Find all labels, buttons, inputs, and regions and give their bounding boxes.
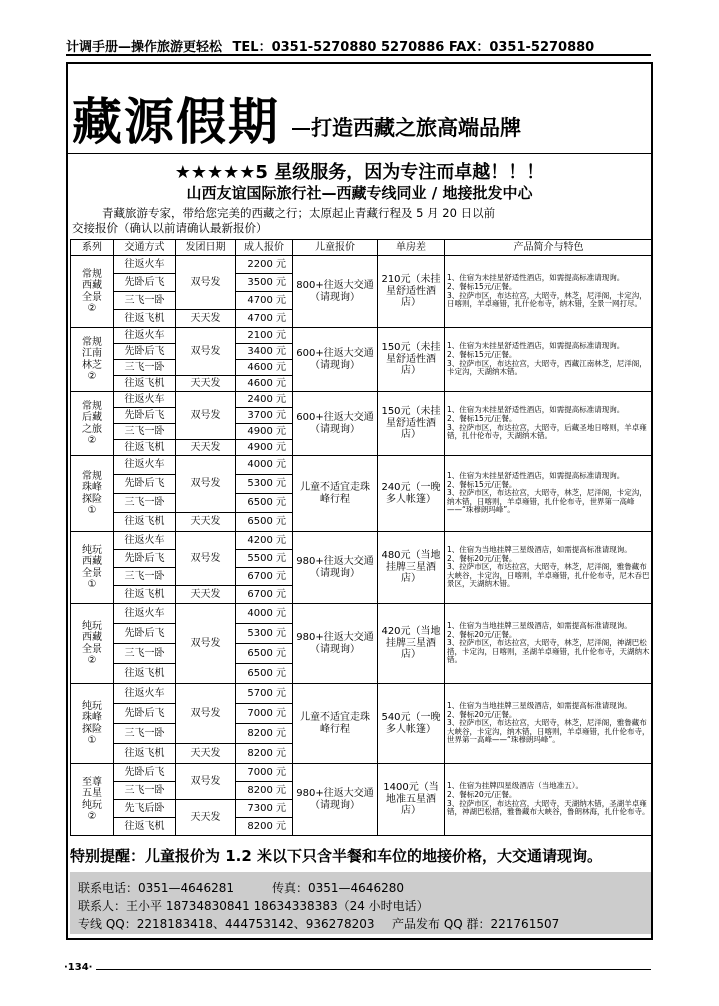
transport-cell: 往返飞机 [114,744,176,764]
special-notice: 特别提醒：儿童报价为 1.2 米以下只含半餐和车位的地接价格，大交通请现询。 [70,847,603,865]
adult-price-cell: 8200 元 [236,818,293,836]
series-cell: 至尊 五星 纯玩 ② [71,764,114,836]
table-row [71,532,653,550]
single-room-cell: 150元（未挂星舒适性酒店） [378,328,445,392]
transport-cell: 三飞一卧 [114,424,176,440]
adult-price-cell: 6500 元 [236,513,293,532]
date-cell: 天天发 [176,800,236,836]
transport-cell: 三飞一卧 [114,494,176,513]
date-cell: 双号发 [176,764,236,800]
header-right: TEL：0351-5270880 5270886 FAX：0351-5270880 [232,40,595,55]
contact-qq-group: 产品发布 QQ 群：221761507 [392,917,560,931]
adult-price-cell: 4200 元 [236,532,293,550]
series-cell: 常规 西藏 全景 ② [71,256,114,328]
adult-price-cell: 5300 元 [236,475,293,494]
company-name: 山西友谊国际旅行社—西藏专线同业 / 地接批发中心 [186,184,533,202]
transport-cell: 往返火车 [114,456,176,475]
contact-fax: 传真：0351—4646280 [272,881,404,895]
adult-price-cell: 5500 元 [236,550,293,568]
adult-price-cell: 3400 元 [236,344,293,360]
transport-cell: 三飞一卧 [114,292,176,310]
table-row [71,328,653,344]
transport-cell: 三飞一卧 [114,360,176,376]
col-series: 系列 [71,240,114,256]
transport-cell: 先卧后飞 [114,764,176,782]
transport-cell: 先卧后飞 [114,274,176,292]
col-transport: 交通方式 [114,240,176,256]
description-cell: 1、住宿为未挂星舒适性酒店，如需提高标准请现询。 2、餐标15元/正餐。 3、拉萨市区，布达拉宫，大昭寺，后藏圣地日喀则，羊卓雍错，扎什伦布寺，天湖纳木错。 [445,392,653,456]
description-cell: 1、住宿为当地挂牌三星级酒店，如需提高标准请现询。 2、餐标20元/正餐。 3、拉萨市区，布达拉宫，大昭寺，林芝，尼洋阁，神湖巴松措，卡定沟，日喀则，圣湖羊卓雍错，扎什伦布寺，天湖纳木错。 [445,604,653,684]
adult-price-cell: 3700 元 [236,408,293,424]
single-room-cell: 240元（一晚多人帐篷） [378,456,445,532]
transport-cell: 往返飞机 [114,664,176,684]
series-cell: 纯玩 珠峰 探险 ① [71,684,114,764]
transport-cell: 往返飞机 [114,586,176,604]
transport-cell: 先卧后飞 [114,704,176,724]
adult-price-cell: 4900 元 [236,440,293,456]
date-cell: 双号发 [176,328,236,376]
description-cell: 1、住宿为当地挂牌三星级酒店，如需提高标准请现询。 2、餐标20元/正餐。 3、拉萨市区，布达拉宫，大昭寺，林芝，尼洋阁，雅鲁藏布大峡谷，卡定沟，纳木错，日喀则，羊卓雍错，扎什伦布寺，世界第一高峰——“珠穆朗玛峰”。 [445,684,653,764]
transport-cell: 往返火车 [114,392,176,408]
transport-cell: 往返飞机 [114,376,176,392]
adult-price-cell: 4000 元 [236,456,293,475]
adult-price-cell: 7300 元 [236,800,293,818]
intro-text: 青藏旅游专家，带给您完美的西藏之行；太原起止青藏行程及 5 月 20 日以前 [102,206,496,220]
adult-price-cell: 6700 元 [236,568,293,586]
single-room-cell: 480元（当地挂牌三星酒店） [378,532,445,604]
series-cell: 常规 后藏 之旅 ② [71,392,114,456]
adult-price-cell: 5700 元 [236,684,293,704]
contact-qq: 专线 QQ：2218183418、444753142、936278203 [78,917,375,931]
child-price-cell: 980+往返大交通（请现询） [293,604,378,684]
adult-price-cell: 8200 元 [236,782,293,800]
adult-price-cell: 8200 元 [236,744,293,764]
transport-cell: 往返飞机 [114,310,176,328]
adult-price-cell: 4600 元 [236,360,293,376]
adult-price-cell: 2200 元 [236,256,293,274]
table-row [71,684,653,704]
single-room-cell: 150元（未挂星舒适性酒店） [378,392,445,456]
col-child-price: 儿童报价 [293,240,378,256]
child-price-cell: 800+往返大交通（请现询） [293,256,378,328]
adult-price-cell: 4700 元 [236,292,293,310]
transport-cell: 往返火车 [114,532,176,550]
description-cell: 1、住宿为当地挂牌三星级酒店，如需提高标准请现询。 2、餐标20元/正餐。 3、拉萨市区，布达拉宫，大昭寺，林芝，尼洋阁，雅鲁藏布大峡谷，卡定沟，日喀则，羊卓雍错，扎什伦布寺，尼木吞巴景区，天湖纳木错。 [445,532,653,604]
child-price-cell: 600+往返大交通（请现询） [293,392,378,456]
transport-cell: 往返飞机 [114,440,176,456]
date-cell: 天天发 [176,376,236,392]
date-cell: 双号发 [176,684,236,744]
series-cell: 纯玩 西藏 全景 ① [71,532,114,604]
adult-price-cell: 2100 元 [236,328,293,344]
adult-price-cell: 4000 元 [236,604,293,624]
adult-price-cell: 2400 元 [236,392,293,408]
date-cell: 双号发 [176,456,236,513]
date-cell: 天天发 [176,513,236,532]
date-cell: 双号发 [176,392,236,440]
transport-cell: 三飞一卧 [114,782,176,800]
adult-price-cell: 4600 元 [236,376,293,392]
child-price-cell: 980+往返大交通（请现询） [293,532,378,604]
transport-cell: 先卧后飞 [114,550,176,568]
page-number: ·134· [64,962,93,973]
series-cell: 纯玩 西藏 全景 ② [71,604,114,684]
transport-cell: 三飞一卧 [114,568,176,586]
single-room-cell: 420元（当地挂牌三星酒店） [378,604,445,684]
table-row [71,764,653,782]
transport-cell: 三飞一卧 [114,644,176,664]
adult-price-cell: 6500 元 [236,644,293,664]
date-cell: 双号发 [176,604,236,684]
description-cell: 1、住宿为未挂星舒适性酒店，如需提高标准请现询。 2、餐标15元/正餐。 3、拉萨市区，布达拉宫，大昭寺，西藏江南林芝，尼洋阁，卡定沟，天湖纳木错。 [445,328,653,392]
child-price-cell: 儿童不适宜走珠峰行程 [293,684,378,764]
date-cell: 天天发 [176,440,236,456]
transport-cell: 先卧后飞 [114,408,176,424]
contact-person: 联系人：王小平 18734830841 18634338383（24 小时电话） [78,899,429,913]
tagline: ★★★★★5 星级服务，因为专注而卓越！！！ [174,162,545,183]
adult-price-cell: 8200 元 [236,724,293,744]
brand-slogan [295,112,521,142]
subtitle: 交接报价（确认以前请确认最新报价） [72,221,268,235]
adult-price-cell: 6500 元 [236,494,293,513]
child-price-cell: 980+往返大交通（请现询） [293,764,378,836]
single-room-cell: 1400元（当地准五星酒店） [378,764,445,836]
col-date: 发团日期 [176,240,236,256]
transport-cell: 往返飞机 [114,513,176,532]
table-header-row [71,240,653,256]
single-room-cell: 540元（一晚多人帐篷） [378,684,445,764]
adult-price-cell: 4700 元 [236,310,293,328]
transport-cell: 往返火车 [114,328,176,344]
table-row [71,456,653,475]
transport-cell: 先卧后飞 [114,475,176,494]
transport-cell: 往返火车 [114,684,176,704]
transport-cell: 往返飞机 [114,818,176,836]
table-row [71,256,653,274]
adult-price-cell: 3500 元 [236,274,293,292]
description-cell: 1、住宿为未挂星舒适性酒店，如需提高标准请现询。 2、餐标15元/正餐。 3、拉萨市区，布达拉宫，大昭寺，林芝，尼洋阁，卡定沟，日喀则，羊卓雍错，扎什伦布寺，纳木错，全景一网打尽。 [445,256,653,328]
transport-cell: 往返火车 [114,256,176,274]
adult-price-cell: 7000 元 [236,764,293,782]
adult-price-cell: 4900 元 [236,424,293,440]
date-cell: 天天发 [176,310,236,328]
series-cell: 常规 江南 林芝 ② [71,328,114,392]
col-adult-price: 成人报价 [236,240,293,256]
adult-price-cell: 7000 元 [236,704,293,724]
transport-cell: 三飞一卧 [114,724,176,744]
transport-cell: 往返火车 [114,604,176,624]
single-room-cell: 210元（未挂星舒适性酒店） [378,256,445,328]
transport-cell: 先飞后卧 [114,800,176,818]
brand-slogan-text: 打造西藏之旅高端品牌 [311,115,521,140]
child-price-cell: 600+往返大交通（请现询） [293,328,378,392]
col-single-room: 单房差 [378,240,445,256]
date-cell: 天天发 [176,586,236,604]
table-row [71,604,653,624]
description-cell: 1、住宿为未挂星舒适性酒店，如需提高标准请现询。 2、餐标15元/正餐。 3、拉萨市区，布达拉宫，大昭寺，林芝，尼洋阁，卡定沟，纳木错，日喀则，羊卓雍错，扎什伦布寺，世界第一高峰——“珠穆朗玛峰”。 [445,456,653,532]
adult-price-cell: 5300 元 [236,624,293,644]
brand-name: 藏源假期 [72,92,280,151]
contact-phone: 联系电话：0351—4646281 [78,881,234,895]
page-header [66,36,651,56]
child-price-cell: 儿童不适宜走珠峰行程 [293,456,378,532]
contact-box [70,872,651,934]
date-cell: 天天发 [176,744,236,764]
transport-cell: 先卧后飞 [114,344,176,360]
transport-cell: 先卧后飞 [114,624,176,644]
description-cell: 1、住宿为挂牌四星级酒店（当地准五）。 2、餐标20元/正餐。 3、拉萨市区，布达拉宫，大昭寺，天湖纳木错，圣湖羊卓雍错，神湖巴松措，雅鲁藏布大峡谷，鲁朗林海，扎什伦布寺。 [445,764,653,836]
adult-price-cell: 6500 元 [236,664,293,684]
col-description: 产品简介与特色 [445,240,653,256]
table-body [71,256,653,836]
date-cell: 双号发 [176,532,236,586]
adult-price-cell: 6700 元 [236,586,293,604]
date-cell: 双号发 [176,256,236,310]
price-table [70,239,653,836]
footer-rule [96,969,651,970]
table-row [71,392,653,408]
series-cell: 常规 珠峰 探险 ① [71,456,114,532]
header-left: 计调手册—操作旅游更轻松 [66,40,223,55]
divider [68,153,651,154]
